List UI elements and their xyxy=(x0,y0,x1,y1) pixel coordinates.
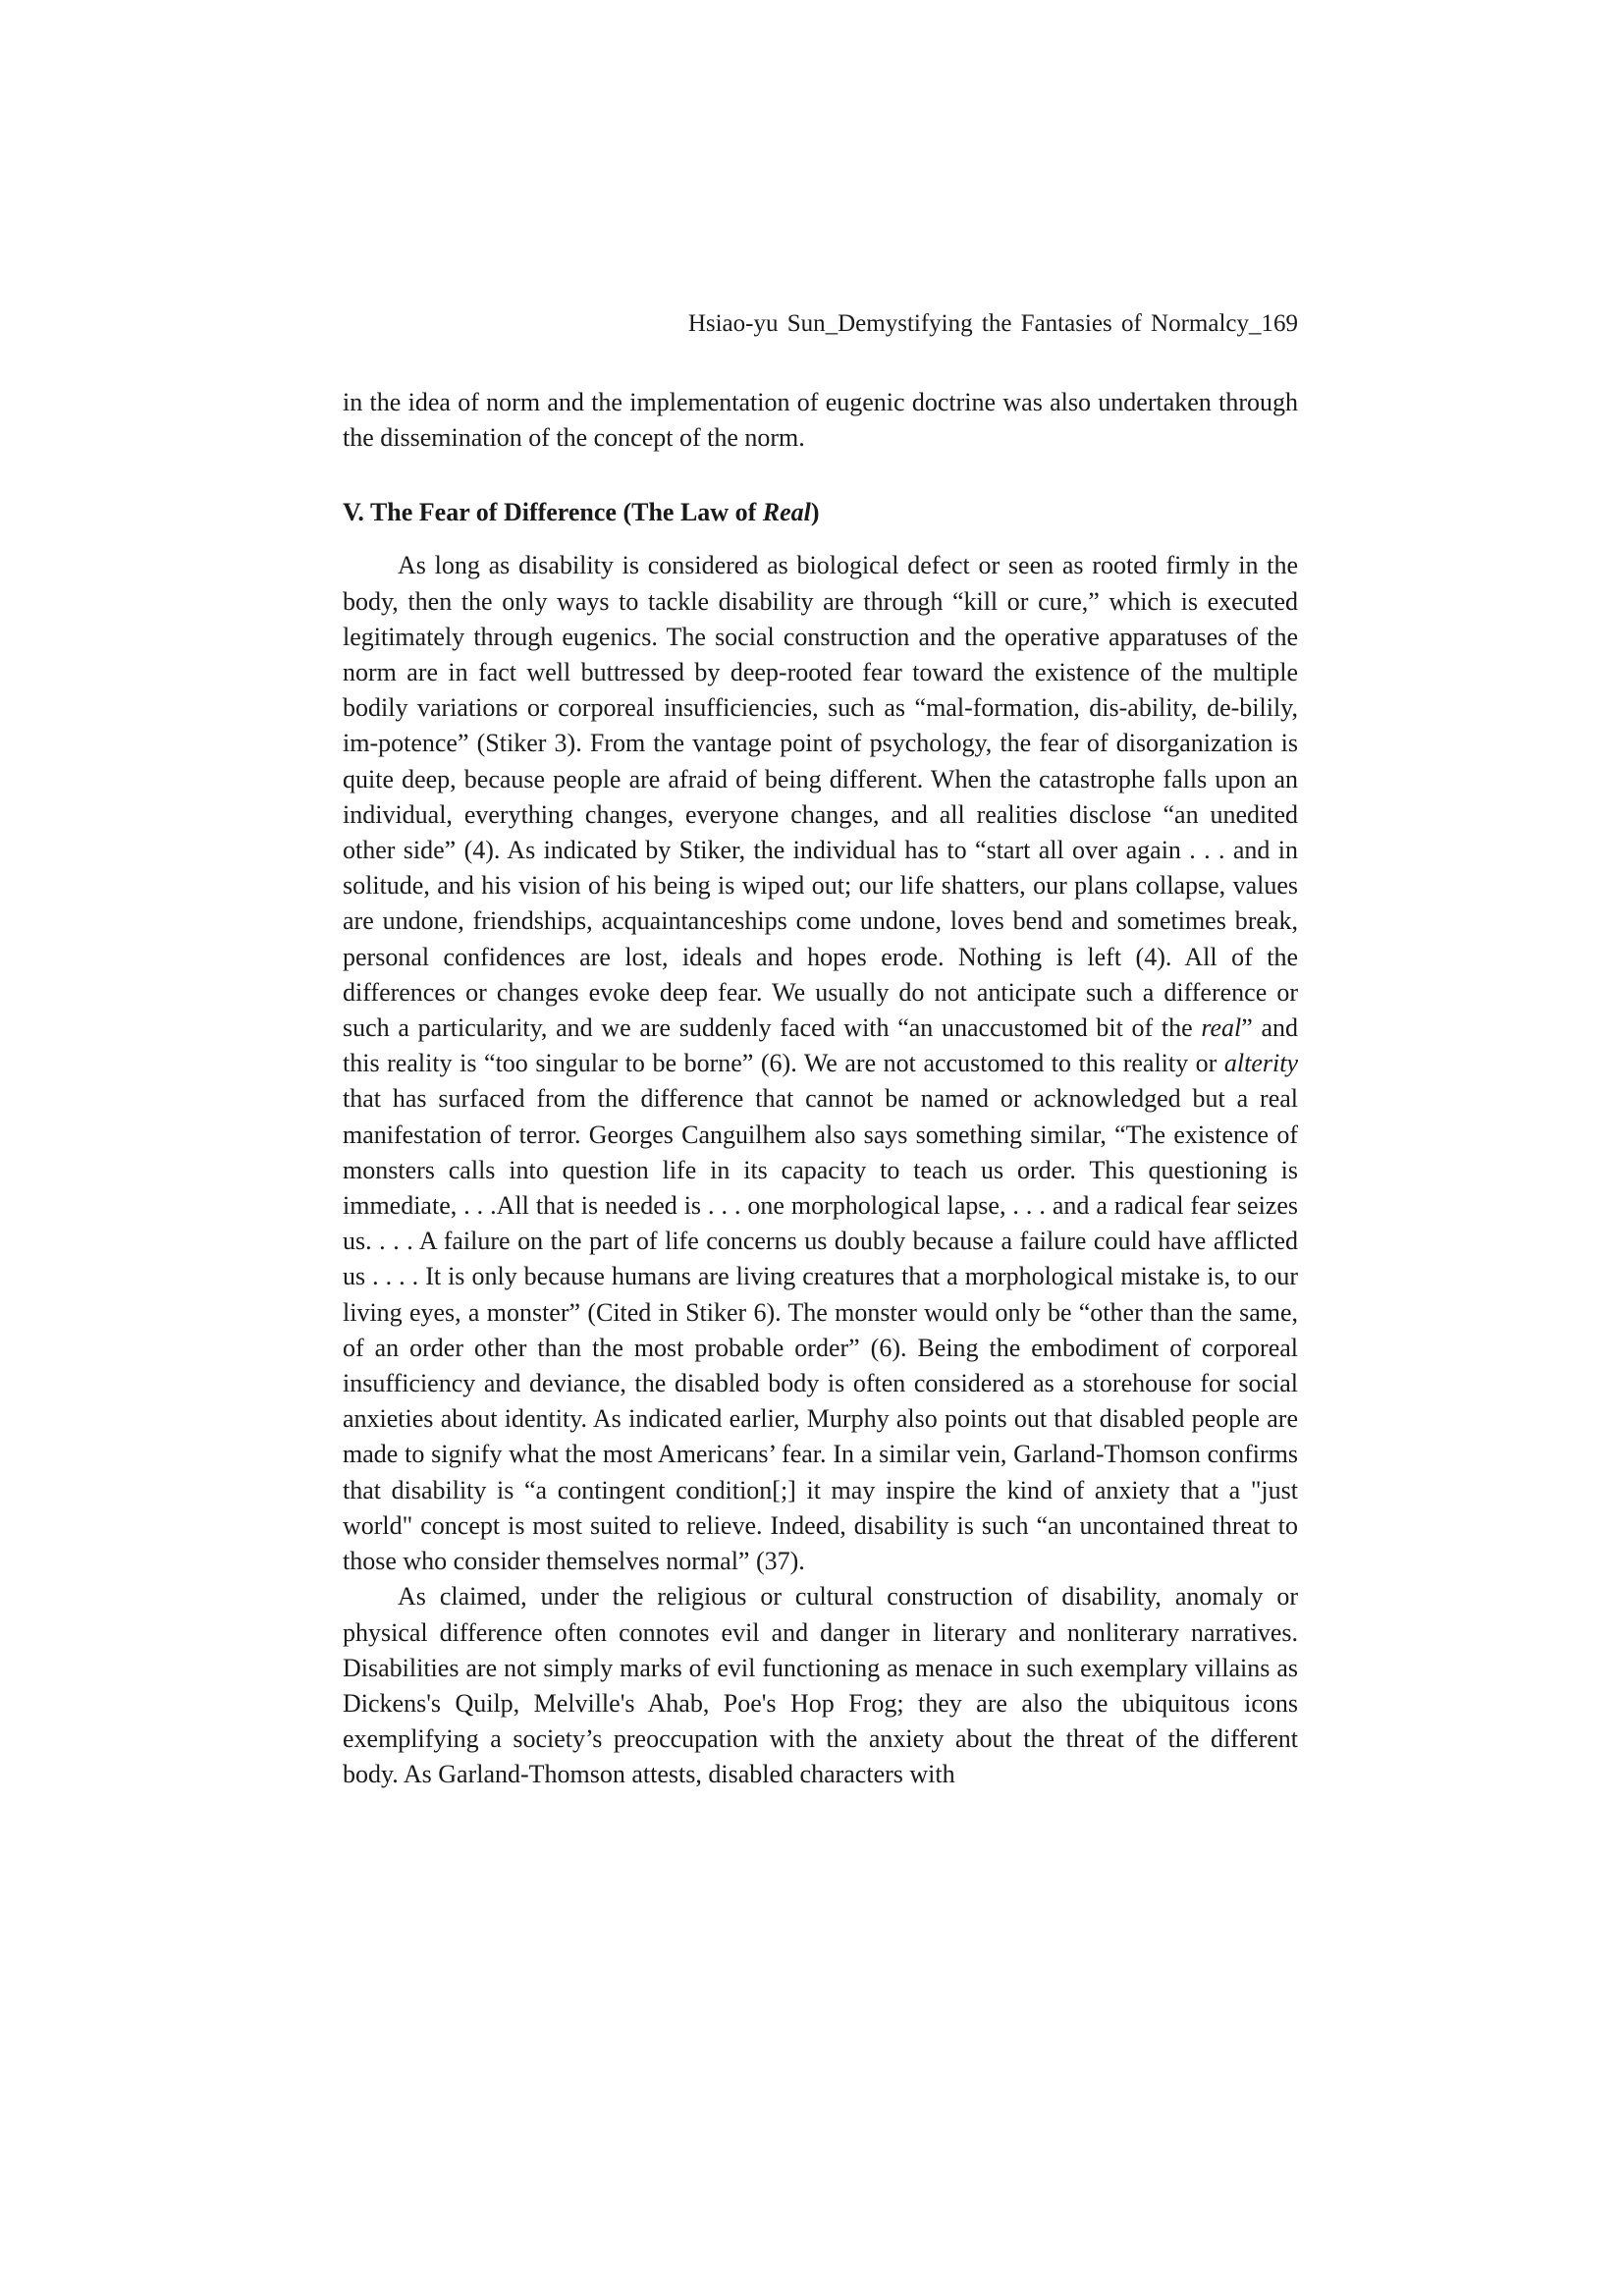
running-header: Hsiao-yu Sun_Demystifying the Fantasies of Normalcy_169 xyxy=(687,310,1298,337)
paragraph-1-emphasis-alterity: alterity xyxy=(1223,1049,1298,1078)
section-heading-prefix: V. The Fear of Difference (The Law of xyxy=(343,498,763,527)
page-content xyxy=(343,306,1298,1793)
section-heading-suffix: ) xyxy=(810,498,820,527)
opening-paragraph: in the idea of norm and the implementation of eugenic doctrine was also undertaken through the dissemination of the concept of the norm. xyxy=(343,388,1298,453)
section-heading-emphasis: Real xyxy=(762,498,811,527)
body-paragraph-1 xyxy=(343,548,1298,1579)
paragraph-1-part-2: ” and this reality is “too singular to be borne” (6). We are not accustomed to this reality or xyxy=(343,1013,1298,1078)
paragraph-1-part-1: As long as disability is considered as biological defect or seen as rooted firmly in the body, then the only ways to tackle disability are through “kill or cure,” which is executed legitimately through eugenics. The social construction and the operative apparatuses of the norm are in fact well buttressed by deep-rooted fear toward the existence of the multiple bodily variations or corporeal insufficiencies, such as “mal-formation, dis-ability, de-bilily, im-potence” (Stiker 3). From the vantage point of psychology, the fear of disorganization is quite deep, because people are afraid of being different. When the catastrophe falls upon an individual, everything changes, everyone changes, and all realities disclose “an unedited other side” (4). As indicated by Stiker, the individual has to “start all over again . . . and in solitude, and his vision of his being is wiped out; our life shatters, our plans collapse, values are undone, friendships, acquaintanceships come undone, loves bend and sometimes break, personal confidences are lost, ideals and hopes erode. Nothing is left (4). All of the differences or changes evoke deep fear. We usually do not anticipate such a difference or such a particularity, and we are suddenly faced with “an unaccustomed bit of the xyxy=(343,551,1298,1043)
paragraph-1-part-3: that has surfaced from the difference that cannot be named or acknowledged but a real manifestation of terror. Georges Canguilhem also says something similar, “The existence of monsters calls into question life in its capacity to teach us order. This questioning is immediate, . . .All that is needed is . . . one morphological lapse, . . . and a radical fear seizes us. . . . A failure on the part of life concerns us doubly because a failure could have afflicted us . . . . It is only because humans are living creatures that a morphological mistake is, to our living eyes, a monster” (Cited in Stiker 6). The monster would only be “other than the same, of an order other than the most probable order” (6). Being the embodiment of corporeal insufficiency and deviance, the disabled body is often considered as a storehouse for social anxieties about identity. As indicated earlier, Murphy also points out that disabled people are made to signify what the most Americans’ fear. In a similar vein, Garland-Thomson confirms that disability is “a contingent condition[;] it may inspire the kind of anxiety that a "just world" concept is most suited to relieve. Indeed, disability is such “an uncontained threat to those who consider themselves normal” (37). xyxy=(343,1084,1298,1576)
paragraph-1-emphasis-real: real xyxy=(1201,1013,1242,1043)
section-heading xyxy=(343,495,1298,530)
body-paragraph-2: As claimed, under the religious or cultural construction of disability, anomaly or physical difference often connotes evil and danger in literary and nonliterary narratives. Disabilities are not simply marks of evil functioning as menace in such exemplary villains as Dickens's Quilp, Melville's Ahab, Poe's Hop Frog; they are also the ubiquitous icons exemplifying a society’s preoccupation with the anxiety about the threat of the different body. As Garland-Thomson attests, disabled characters with xyxy=(343,1582,1298,1789)
